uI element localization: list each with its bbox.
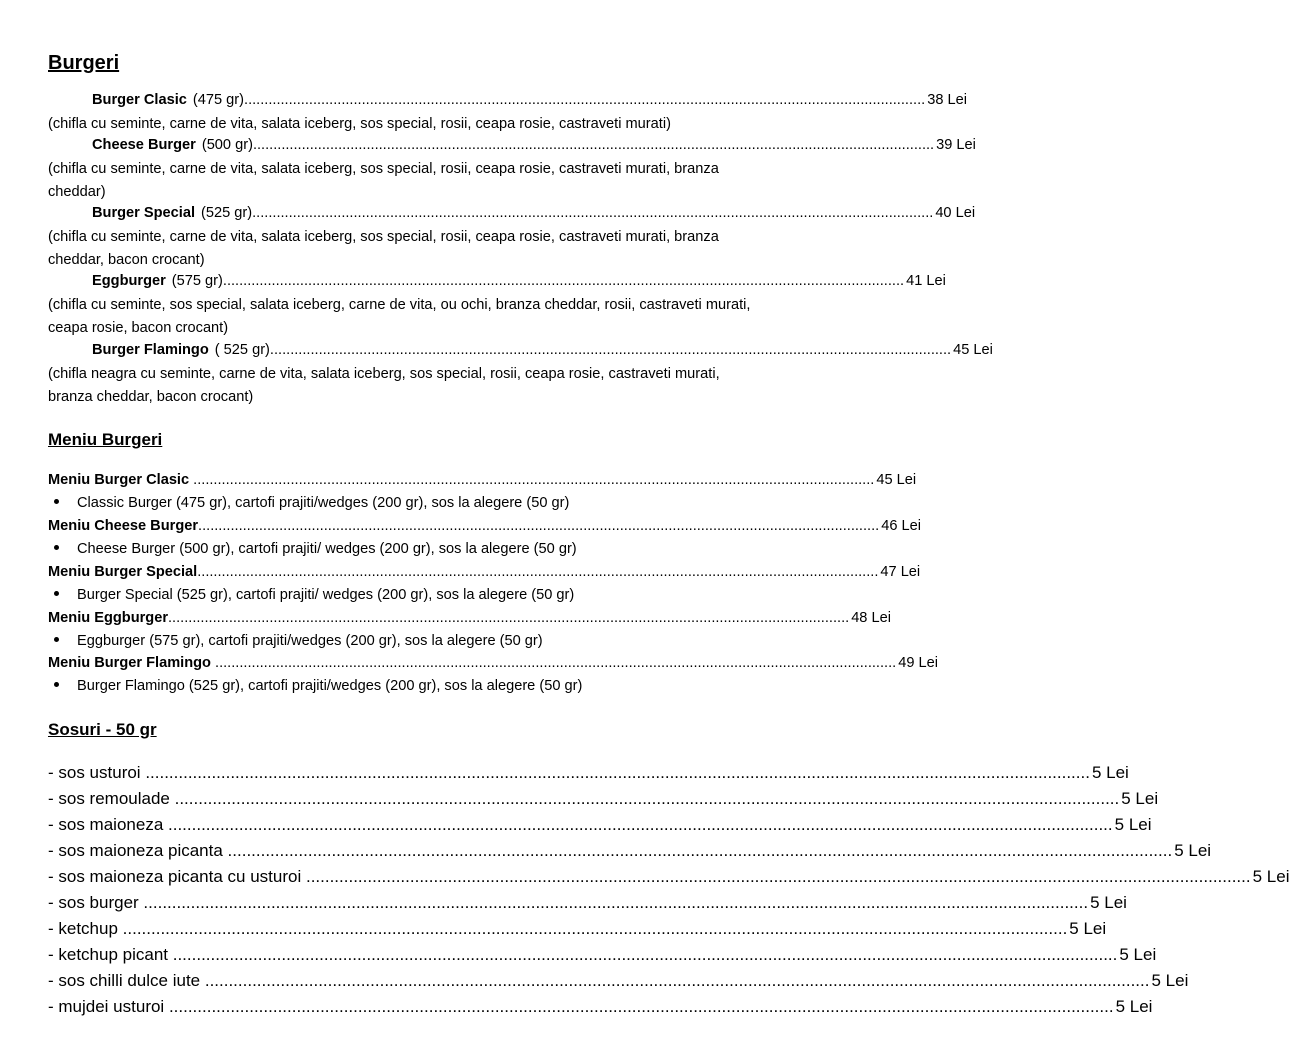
- bullet-icon: [54, 682, 59, 687]
- burger-item-special: [76, 205, 976, 221]
- sauce-item: [48, 789, 1159, 809]
- menu-item-description: Burger Flamingo (525 gr), cartofi prajiti/wedges (200 gr), sos la alegere (50 gr): [54, 678, 582, 694]
- sauce-name: - ketchup picant: [48, 945, 169, 964]
- sauce-name: - sos maioneza: [48, 815, 164, 834]
- item-name: Meniu Eggburger: [48, 610, 168, 626]
- item-name: Burger Clasic: [92, 92, 187, 108]
- item-weight: ( 525 gr): [214, 342, 270, 358]
- sauce-price: 5 Lei: [1121, 789, 1159, 808]
- item-name: Meniu Burger Clasic: [48, 472, 190, 488]
- sauce-name: - sos usturoi: [48, 763, 141, 782]
- sauce-item: [48, 997, 1153, 1017]
- item-name: Meniu Burger Flamingo: [48, 655, 211, 671]
- dot-leader: ........................................................................................................................................................................: [197, 564, 879, 580]
- dot-leader: ........................................................................................................................................................................................................: [169, 789, 1120, 808]
- dot-leader: ........................................................................................................................................................................................................: [117, 919, 1068, 938]
- sauce-item: [48, 919, 1107, 939]
- item-price: 41 Lei: [906, 273, 946, 289]
- dot-leader: ........................................................................................................................................................................................................: [140, 763, 1090, 782]
- item-price: 45 Lei: [953, 342, 993, 358]
- item-description: (chifla cu seminte, sos special, salata iceberg, carne de vita, ou ochi, branza cheddar, rosii, castraveti murati, ceapa rosie, bacon crocant): [48, 297, 751, 336]
- sauce-price: 5 Lei: [1151, 971, 1189, 990]
- item-weight: (575 gr): [171, 273, 223, 289]
- item-name: Burger Flamingo: [92, 342, 209, 358]
- menu-item-description: Classic Burger (475 gr), cartofi prajiti/wedges (200 gr), sos la alegere (50 gr): [54, 495, 569, 511]
- sauce-name: - sos chilli dulce iute: [48, 971, 201, 990]
- bullet-icon: [54, 637, 59, 642]
- sauce-price: 5 Lei: [1114, 815, 1152, 834]
- item-description: (chifla cu seminte, carne de vita, salata iceberg, sos special, rosii, ceapa rosie, castraveti murati, branza cheddar, bacon crocant): [48, 229, 719, 268]
- item-name: Eggburger: [92, 273, 166, 289]
- menu-item-eggburger: [48, 610, 891, 626]
- item-price: 45 Lei: [876, 472, 917, 488]
- menu-item-cheese: [48, 518, 921, 534]
- sauce-item: [48, 815, 1152, 835]
- bullet-icon: [54, 591, 59, 596]
- dot-leader: ........................................................................................................................................................................................................: [301, 867, 1251, 886]
- sauce-name: - ketchup: [48, 919, 118, 938]
- bullet-icon: [54, 545, 59, 550]
- menu-item-description: Cheese Burger (500 gr), cartofi prajiti/ wedges (200 gr), sos la alegere (50 gr): [54, 541, 577, 557]
- menu-item-flamingo: [48, 655, 938, 671]
- dot-leader: ........................................................................................................................................................................................................: [200, 971, 1150, 990]
- dot-leader: ........................................................................................................................................................................: [168, 610, 850, 626]
- item-price: 49 Lei: [898, 655, 938, 671]
- item-price: 47 Lei: [880, 564, 921, 580]
- item-price: 46 Lei: [881, 518, 921, 534]
- sauce-name: - mujdei usturoi: [48, 997, 165, 1016]
- sauce-name: - sos burger: [48, 893, 139, 912]
- sauce-item: [48, 841, 1212, 861]
- item-weight: (525 gr): [201, 205, 253, 221]
- burger-item-cheese: [76, 137, 976, 153]
- sauce-item: [48, 971, 1189, 991]
- dot-leader: ........................................................................................................................................................................: [252, 137, 935, 153]
- sauce-item: [48, 945, 1157, 965]
- item-description: (chifla cu seminte, carne de vita, salata iceberg, sos special, rosii, ceapa rosie, castraveti murati, branza cheddar): [48, 161, 719, 200]
- item-description: (chifla cu seminte, carne de vita, salata iceberg, sos special, rosii, ceapa rosie, castraveti murati): [48, 116, 671, 132]
- dot-leader: ........................................................................................................................................................................: [244, 92, 926, 108]
- dot-leader: ........................................................................................................................................................................................................: [163, 815, 1113, 834]
- section-title-sosuri: Sosuri - 50 gr: [48, 720, 157, 739]
- item-price: 48 Lei: [851, 610, 891, 626]
- sauce-item: [48, 867, 1289, 887]
- burger-item-eggburger: [76, 273, 946, 289]
- section-title-burgeri: Burgeri: [48, 52, 120, 74]
- item-name: Meniu Cheese Burger: [48, 518, 199, 534]
- sauce-item: [48, 893, 1127, 913]
- sauce-price: 5 Lei: [1069, 919, 1107, 938]
- dot-leader: ........................................................................................................................................................................: [210, 655, 897, 671]
- item-price: 40 Lei: [935, 205, 976, 221]
- item-name: Cheese Burger: [92, 137, 196, 153]
- sauce-price: 5 Lei: [1252, 867, 1289, 886]
- menu-item-description: Eggburger (575 gr), cartofi prajiti/wedges (200 gr), sos la alegere (50 gr): [54, 633, 543, 649]
- item-name: Meniu Burger Special: [48, 564, 198, 580]
- sauce-price: 5 Lei: [1091, 763, 1129, 782]
- menu-item-clasic: [48, 472, 917, 488]
- item-description: (chifla neagra cu seminte, carne de vita, salata iceberg, sos special, rosii, ceapa rosie, castraveti murati, branza cheddar, bacon crocant): [48, 366, 720, 405]
- burger-item-flamingo: [76, 342, 993, 358]
- sauce-name: - sos maioneza picanta cu usturoi: [48, 867, 302, 886]
- item-weight: (500 gr): [201, 137, 253, 153]
- dot-leader: ........................................................................................................................................................................: [222, 273, 905, 289]
- item-price: 38 Lei: [927, 92, 967, 108]
- sauce-price: 5 Lei: [1090, 893, 1127, 912]
- burger-item-clasic: [76, 92, 967, 108]
- menu-item-description: Burger Special (525 gr), cartofi prajiti/ wedges (200 gr), sos la alegere (50 gr): [54, 587, 574, 603]
- sauce-item: [48, 763, 1129, 783]
- sauce-price: 5 Lei: [1174, 841, 1212, 860]
- item-price: 39 Lei: [936, 137, 976, 153]
- dot-leader: ........................................................................................................................................................................................................: [168, 945, 1118, 964]
- dot-leader: ........................................................................................................................................................................................................: [138, 893, 1089, 912]
- sauce-name: - sos remoulade: [48, 789, 170, 808]
- sauce-name: - sos maioneza picanta: [48, 841, 223, 860]
- bullet-icon: [54, 499, 59, 504]
- dot-leader: ........................................................................................................................................................................................................: [222, 841, 1173, 860]
- dot-leader: ........................................................................................................................................................................: [269, 342, 952, 358]
- item-weight: (475 gr): [192, 92, 245, 108]
- section-title-meniu-burgeri: Meniu Burgeri: [48, 430, 163, 449]
- item-name: Burger Special: [92, 205, 196, 221]
- sauce-price: 5 Lei: [1119, 945, 1157, 964]
- sauce-price: 5 Lei: [1115, 997, 1153, 1016]
- dot-leader: ........................................................................................................................................................................: [189, 472, 875, 488]
- dot-leader: ........................................................................................................................................................................................................: [164, 997, 1114, 1016]
- dot-leader: ........................................................................................................................................................................: [252, 205, 934, 221]
- dot-leader: ........................................................................................................................................................................: [198, 518, 880, 534]
- menu-item-special: [48, 564, 921, 580]
